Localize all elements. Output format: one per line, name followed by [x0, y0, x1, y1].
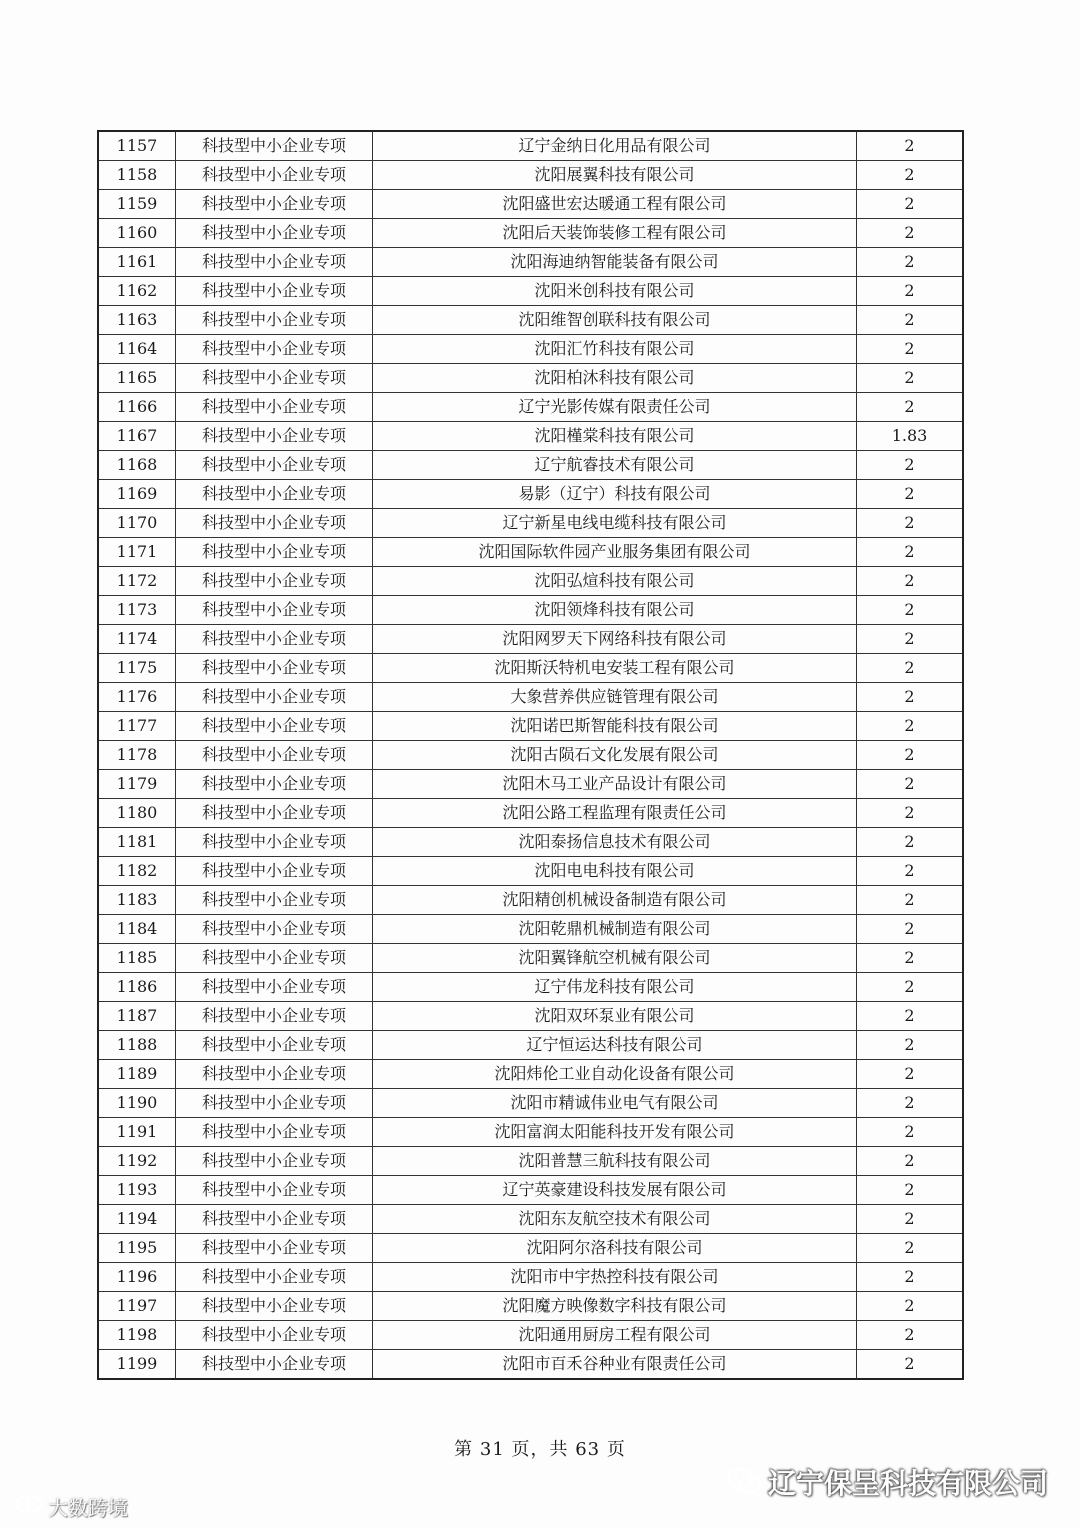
row-number-cell: 1175 [98, 654, 176, 683]
value-cell: 1.83 [857, 422, 964, 451]
category-cell: 科技型中小企业专项 [176, 1089, 373, 1118]
row-number-cell: 1187 [98, 1002, 176, 1031]
row-number-cell: 1167 [98, 422, 176, 451]
category-cell: 科技型中小企业专项 [176, 1118, 373, 1147]
company-name-cell: 沈阳乾鼎机械制造有限公司 [373, 915, 857, 944]
value-cell: 2 [857, 770, 964, 799]
value-cell: 2 [857, 1118, 964, 1147]
value-cell: 2 [857, 335, 964, 364]
company-name-cell: 沈阳双环泵业有限公司 [373, 1002, 857, 1031]
watermark-logo-icon [14, 1493, 44, 1520]
company-name-cell: 沈阳市百禾谷种业有限责任公司 [373, 1350, 857, 1380]
company-name-cell: 沈阳汇竹科技有限公司 [373, 335, 857, 364]
table-row [98, 654, 963, 683]
value-cell: 2 [857, 712, 964, 741]
value-cell: 2 [857, 944, 964, 973]
company-name-cell: 沈阳国际软件园产业服务集团有限公司 [373, 538, 857, 567]
value-cell: 2 [857, 131, 964, 161]
table-row [98, 712, 963, 741]
table-row [98, 1118, 963, 1147]
row-number-cell: 1182 [98, 857, 176, 886]
company-name-cell: 沈阳展翼科技有限公司 [373, 161, 857, 190]
row-number-cell: 1158 [98, 161, 176, 190]
value-cell: 2 [857, 828, 964, 857]
category-cell: 科技型中小企业专项 [176, 131, 373, 161]
table-row [98, 770, 963, 799]
table-row [98, 741, 963, 770]
table-row [98, 683, 963, 712]
row-number-cell: 1185 [98, 944, 176, 973]
category-cell: 科技型中小企业专项 [176, 1060, 373, 1089]
company-name-cell: 辽宁恒运达科技有限公司 [373, 1031, 857, 1060]
table-row [98, 1234, 963, 1263]
table-row [98, 306, 963, 335]
row-number-cell: 1171 [98, 538, 176, 567]
company-name-cell: 沈阳海迪纳智能装备有限公司 [373, 248, 857, 277]
category-cell: 科技型中小企业专项 [176, 944, 373, 973]
row-number-cell: 1159 [98, 190, 176, 219]
table-row [98, 509, 963, 538]
row-number-cell: 1163 [98, 306, 176, 335]
row-number-cell: 1177 [98, 712, 176, 741]
row-number-cell: 1178 [98, 741, 176, 770]
company-name-cell: 沈阳后天装饰装修工程有限公司 [373, 219, 857, 248]
category-cell: 科技型中小企业专项 [176, 277, 373, 306]
row-number-cell: 1166 [98, 393, 176, 422]
row-number-cell: 1170 [98, 509, 176, 538]
category-cell: 科技型中小企业专项 [176, 509, 373, 538]
category-cell: 科技型中小企业专项 [176, 828, 373, 857]
category-cell: 科技型中小企业专项 [176, 219, 373, 248]
row-number-cell: 1162 [98, 277, 176, 306]
company-name-cell: 易影（辽宁）科技有限公司 [373, 480, 857, 509]
row-number-cell: 1168 [98, 451, 176, 480]
value-cell: 2 [857, 596, 964, 625]
row-number-cell: 1194 [98, 1205, 176, 1234]
value-cell: 2 [857, 538, 964, 567]
table-row [98, 277, 963, 306]
category-cell: 科技型中小企业专项 [176, 335, 373, 364]
table-row [98, 1292, 963, 1321]
table-row [98, 1205, 963, 1234]
company-name-cell: 大象营养供应链管理有限公司 [373, 683, 857, 712]
table-row [98, 538, 963, 567]
value-cell: 2 [857, 1234, 964, 1263]
company-name-cell: 沈阳盛世宏达暖通工程有限公司 [373, 190, 857, 219]
company-name-cell: 沈阳东友航空技术有限公司 [373, 1205, 857, 1234]
category-cell: 科技型中小企业专项 [176, 451, 373, 480]
value-cell: 2 [857, 625, 964, 654]
category-cell: 科技型中小企业专项 [176, 480, 373, 509]
company-name-cell: 沈阳领烽科技有限公司 [373, 596, 857, 625]
company-name-cell: 沈阳市中宇热控科技有限公司 [373, 1263, 857, 1292]
row-number-cell: 1198 [98, 1321, 176, 1350]
table-row [98, 915, 963, 944]
table-row [98, 1089, 963, 1118]
row-number-cell: 1181 [98, 828, 176, 857]
company-name-cell: 沈阳弘煊科技有限公司 [373, 567, 857, 596]
company-name-cell: 沈阳木马工业产品设计有限公司 [373, 770, 857, 799]
value-cell: 2 [857, 799, 964, 828]
row-number-cell: 1180 [98, 799, 176, 828]
table-row [98, 799, 963, 828]
category-cell: 科技型中小企业专项 [176, 161, 373, 190]
category-cell: 科技型中小企业专项 [176, 915, 373, 944]
table-row [98, 393, 963, 422]
company-name-cell: 沈阳诺巴斯智能科技有限公司 [373, 712, 857, 741]
value-cell: 2 [857, 1176, 964, 1205]
table-body [98, 131, 963, 1379]
table-row [98, 828, 963, 857]
category-cell: 科技型中小企业专项 [176, 248, 373, 277]
value-cell: 2 [857, 741, 964, 770]
category-cell: 科技型中小企业专项 [176, 683, 373, 712]
company-name-cell: 沈阳通用厨房工程有限公司 [373, 1321, 857, 1350]
table-row [98, 1321, 963, 1350]
category-cell: 科技型中小企业专项 [176, 886, 373, 915]
row-number-cell: 1192 [98, 1147, 176, 1176]
table-row [98, 161, 963, 190]
category-cell: 科技型中小企业专项 [176, 422, 373, 451]
company-name-cell: 沈阳普慧三航科技有限公司 [373, 1147, 857, 1176]
value-cell: 2 [857, 683, 964, 712]
category-cell: 科技型中小企业专项 [176, 1234, 373, 1263]
company-name-cell: 沈阳富润太阳能科技开发有限公司 [373, 1118, 857, 1147]
category-cell: 科技型中小企业专项 [176, 1176, 373, 1205]
value-cell: 2 [857, 248, 964, 277]
row-number-cell: 1188 [98, 1031, 176, 1060]
value-cell: 2 [857, 1002, 964, 1031]
row-number-cell: 1174 [98, 625, 176, 654]
table-row [98, 480, 963, 509]
value-cell: 2 [857, 857, 964, 886]
value-cell: 2 [857, 1350, 964, 1380]
company-name-cell: 辽宁金纳日化用品有限公司 [373, 131, 857, 161]
watermark-left [14, 1492, 128, 1521]
page-number: 第 31 页，共 63 页 [454, 1439, 626, 1460]
category-cell: 科技型中小企业专项 [176, 538, 373, 567]
table-row [98, 973, 963, 1002]
value-cell: 2 [857, 1089, 964, 1118]
table-row [98, 1176, 963, 1205]
company-name-cell: 沈阳米创科技有限公司 [373, 277, 857, 306]
table-row [98, 886, 963, 915]
category-cell: 科技型中小企业专项 [176, 625, 373, 654]
value-cell: 2 [857, 1263, 964, 1292]
row-number-cell: 1160 [98, 219, 176, 248]
row-number-cell: 1184 [98, 915, 176, 944]
category-cell: 科技型中小企业专项 [176, 393, 373, 422]
value-cell: 2 [857, 1205, 964, 1234]
company-name-cell: 辽宁伟龙科技有限公司 [373, 973, 857, 1002]
row-number-cell: 1195 [98, 1234, 176, 1263]
watermark-right [726, 1462, 1048, 1502]
value-cell: 2 [857, 1292, 964, 1321]
wechat-icon [726, 1467, 762, 1497]
value-cell: 2 [857, 654, 964, 683]
table-row [98, 1263, 963, 1292]
table-row [98, 625, 963, 654]
category-cell: 科技型中小企业专项 [176, 1205, 373, 1234]
value-cell: 2 [857, 393, 964, 422]
table-row [98, 1147, 963, 1176]
value-cell: 2 [857, 451, 964, 480]
category-cell: 科技型中小企业专项 [176, 973, 373, 1002]
value-cell: 2 [857, 973, 964, 1002]
company-name-cell: 沈阳炜伦工业自动化设备有限公司 [373, 1060, 857, 1089]
value-cell: 2 [857, 306, 964, 335]
row-number-cell: 1165 [98, 364, 176, 393]
company-name-cell: 沈阳柏沐科技有限公司 [373, 364, 857, 393]
company-name-cell: 沈阳槿棠科技有限公司 [373, 422, 857, 451]
value-cell: 2 [857, 480, 964, 509]
company-name-cell: 辽宁英豪建设科技发展有限公司 [373, 1176, 857, 1205]
table-row [98, 422, 963, 451]
category-cell: 科技型中小企业专项 [176, 712, 373, 741]
company-name-cell: 沈阳魔方映像数字科技有限公司 [373, 1292, 857, 1321]
company-name-cell: 沈阳古陨石文化发展有限公司 [373, 741, 857, 770]
row-number-cell: 1172 [98, 567, 176, 596]
row-number-cell: 1183 [98, 886, 176, 915]
category-cell: 科技型中小企业专项 [176, 190, 373, 219]
table-row [98, 219, 963, 248]
value-cell: 2 [857, 1321, 964, 1350]
row-number-cell: 1186 [98, 973, 176, 1002]
table-row [98, 131, 963, 161]
table-row [98, 857, 963, 886]
table-row [98, 364, 963, 393]
table-row [98, 1002, 963, 1031]
row-number-cell: 1161 [98, 248, 176, 277]
table-row [98, 1060, 963, 1089]
data-table [97, 130, 964, 1380]
row-number-cell: 1169 [98, 480, 176, 509]
category-cell: 科技型中小企业专项 [176, 741, 373, 770]
company-name-cell: 辽宁航睿技术有限公司 [373, 451, 857, 480]
table-row [98, 596, 963, 625]
row-number-cell: 1189 [98, 1060, 176, 1089]
company-name-cell: 沈阳市精诚伟业电气有限公司 [373, 1089, 857, 1118]
value-cell: 2 [857, 1060, 964, 1089]
table-row [98, 567, 963, 596]
category-cell: 科技型中小企业专项 [176, 596, 373, 625]
watermark-right-text: 辽宁保呈科技有限公司 [767, 1467, 1048, 1500]
company-name-cell: 辽宁光影传媒有限责任公司 [373, 393, 857, 422]
category-cell: 科技型中小企业专项 [176, 364, 373, 393]
value-cell: 2 [857, 915, 964, 944]
table-row [98, 190, 963, 219]
table-row [98, 1350, 963, 1380]
company-name-cell: 沈阳翼锋航空机械有限公司 [373, 944, 857, 973]
row-number-cell: 1199 [98, 1350, 176, 1380]
value-cell: 2 [857, 1031, 964, 1060]
row-number-cell: 1179 [98, 770, 176, 799]
value-cell: 2 [857, 190, 964, 219]
category-cell: 科技型中小企业专项 [176, 1321, 373, 1350]
category-cell: 科技型中小企业专项 [176, 1263, 373, 1292]
category-cell: 科技型中小企业专项 [176, 1002, 373, 1031]
company-name-cell: 沈阳维智创联科技有限公司 [373, 306, 857, 335]
table-row [98, 335, 963, 364]
value-cell: 2 [857, 161, 964, 190]
company-name-cell: 辽宁新星电线电缆科技有限公司 [373, 509, 857, 538]
table-row [98, 451, 963, 480]
row-number-cell: 1164 [98, 335, 176, 364]
category-cell: 科技型中小企业专项 [176, 567, 373, 596]
category-cell: 科技型中小企业专项 [176, 857, 373, 886]
company-name-cell: 沈阳泰扬信息技术有限公司 [373, 828, 857, 857]
category-cell: 科技型中小企业专项 [176, 1147, 373, 1176]
row-number-cell: 1191 [98, 1118, 176, 1147]
row-number-cell: 1193 [98, 1176, 176, 1205]
table-row [98, 944, 963, 973]
row-number-cell: 1197 [98, 1292, 176, 1321]
row-number-cell: 1196 [98, 1263, 176, 1292]
company-name-cell: 沈阳公路工程监理有限责任公司 [373, 799, 857, 828]
watermark-left-text: 大数跨境 [48, 1496, 128, 1520]
category-cell: 科技型中小企业专项 [176, 770, 373, 799]
company-name-cell: 沈阳网罗天下网络科技有限公司 [373, 625, 857, 654]
company-name-cell: 沈阳斯沃特机电安装工程有限公司 [373, 654, 857, 683]
category-cell: 科技型中小企业专项 [176, 654, 373, 683]
table-row [98, 248, 963, 277]
category-cell: 科技型中小企业专项 [176, 1031, 373, 1060]
value-cell: 2 [857, 1147, 964, 1176]
table-row [98, 1031, 963, 1060]
value-cell: 2 [857, 277, 964, 306]
value-cell: 2 [857, 567, 964, 596]
value-cell: 2 [857, 886, 964, 915]
value-cell: 2 [857, 364, 964, 393]
category-cell: 科技型中小企业专项 [176, 306, 373, 335]
row-number-cell: 1190 [98, 1089, 176, 1118]
row-number-cell: 1157 [98, 131, 176, 161]
category-cell: 科技型中小企业专项 [176, 799, 373, 828]
category-cell: 科技型中小企业专项 [176, 1350, 373, 1380]
value-cell: 2 [857, 219, 964, 248]
company-name-cell: 沈阳精创机械设备制造有限公司 [373, 886, 857, 915]
category-cell: 科技型中小企业专项 [176, 1292, 373, 1321]
company-name-cell: 沈阳电电科技有限公司 [373, 857, 857, 886]
row-number-cell: 1173 [98, 596, 176, 625]
company-name-cell: 沈阳阿尔洛科技有限公司 [373, 1234, 857, 1263]
value-cell: 2 [857, 509, 964, 538]
row-number-cell: 1176 [98, 683, 176, 712]
